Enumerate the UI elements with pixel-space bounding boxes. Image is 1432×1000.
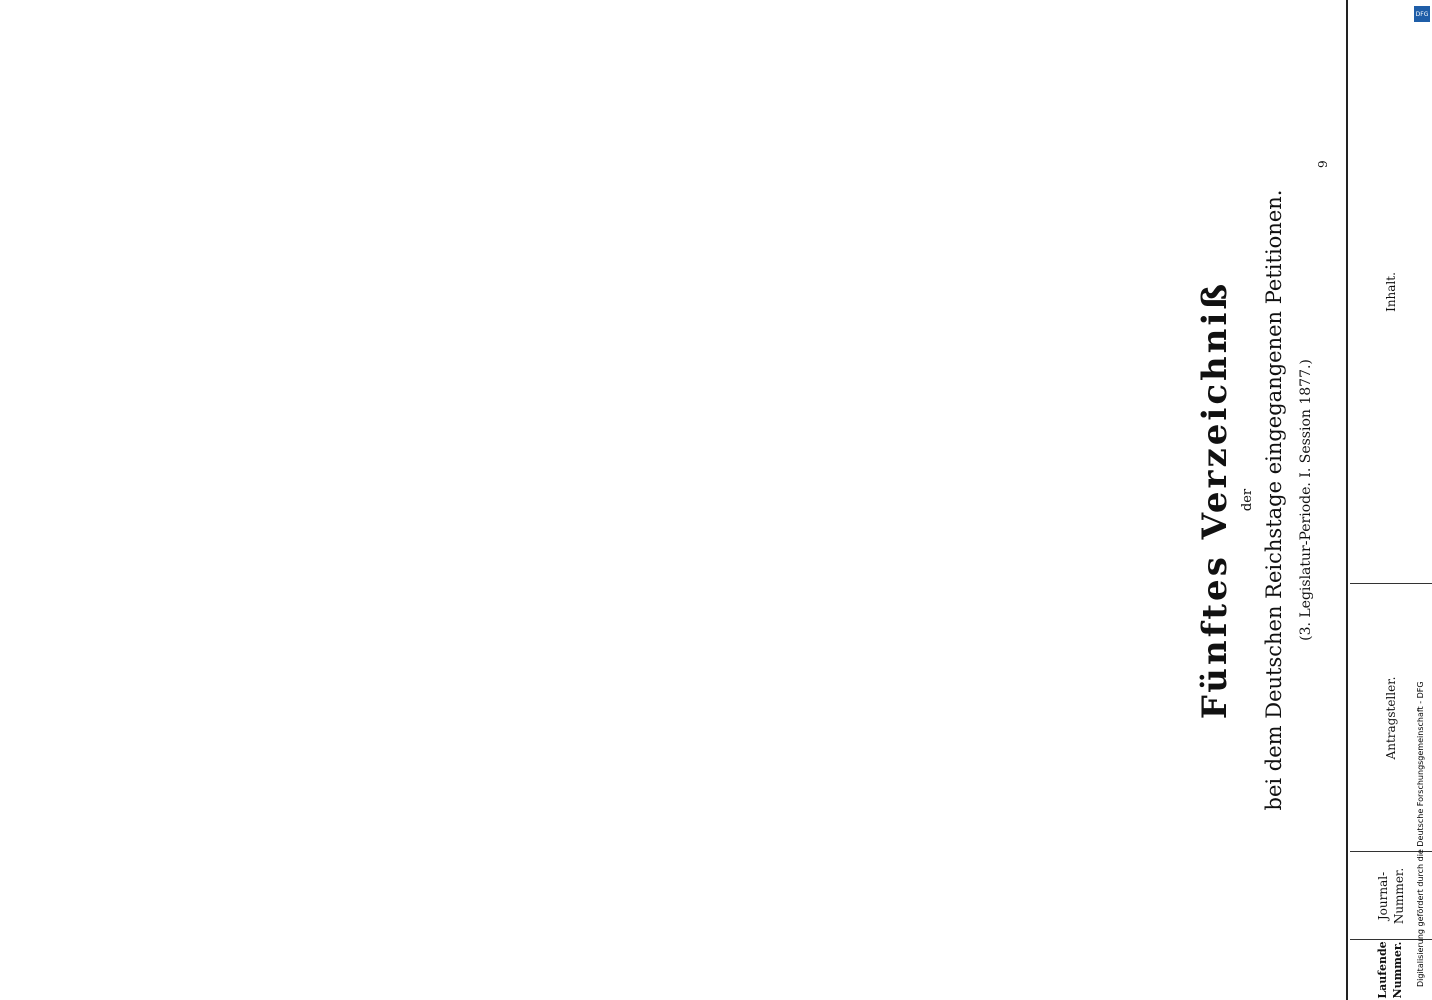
dfg-credit: Digitalisierung gefördert durch die Deutsche Forschungsgemeinschaft - DFG: [1416, 681, 1425, 987]
header-journal: Journal-Nummer.: [1375, 867, 1406, 925]
header-antragsteller: Antragsteller.: [1383, 676, 1398, 760]
page-title: Fünftes Verzeichniß: [1195, 280, 1235, 720]
title-der: der: [1240, 488, 1255, 512]
header-laufende: Laufende Nummer.: [1376, 941, 1404, 999]
header-inhalt: Inhalt.: [1383, 272, 1398, 312]
page-subtitle: bei dem Deutschen Reichstage eingegangenen Petitionen.: [1262, 189, 1286, 811]
page-number: 9: [1316, 160, 1330, 168]
session-line: (3. Legislatur-Periode. I. Session 1877.): [1298, 359, 1314, 641]
dfg-logo: DFG: [1414, 6, 1430, 22]
header-top-rule: [1346, 0, 1348, 1000]
